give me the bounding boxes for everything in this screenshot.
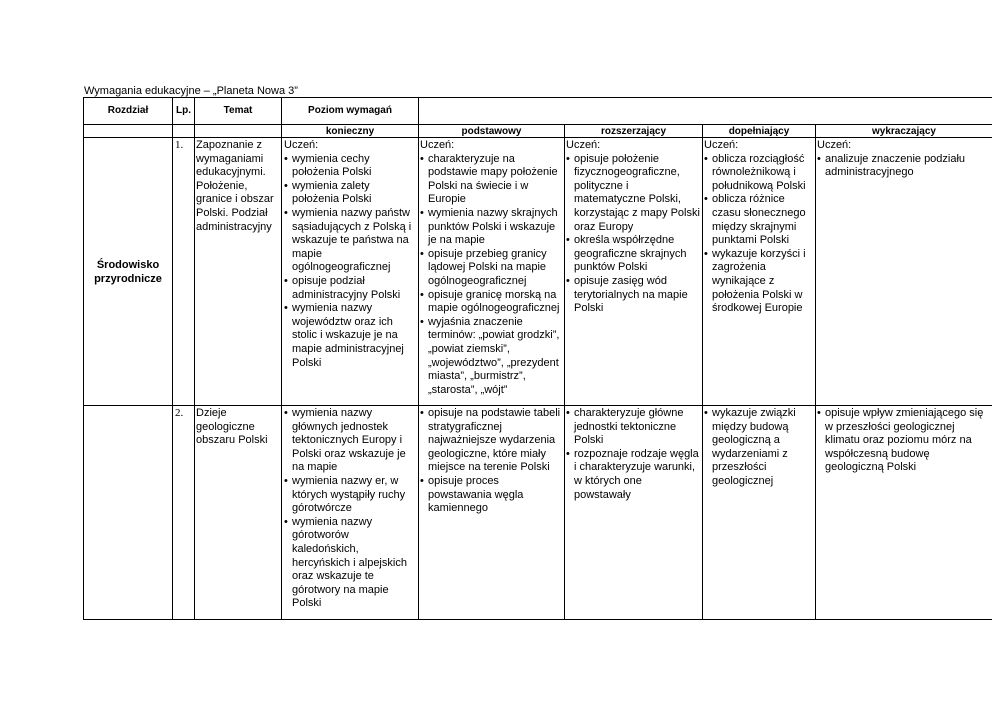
list-item: • oblicza różnice czasu słonecznego między skrajnymi punktami Polski [704, 193, 814, 247]
cell-konieczny [284, 407, 416, 611]
cell-wykraczajacy [817, 407, 991, 475]
cell-rozszerzajacy [566, 407, 700, 502]
list-item: • wyjaśnia znaczenie terminów: „powiat grodzki”, „powiat ziemski”, „województwo”, „prezydent miasta”, „burmistrz”, „starosta”, „wójt” [420, 316, 563, 398]
cell-rozszerzajacy [566, 139, 700, 316]
list-item: • wymienia nazwy skrajnych punktów Polski i wskazuje je na mapie [420, 207, 563, 248]
uczen-label: Uczeń: [420, 139, 455, 151]
list-item: • opisuje proces powstawania węgla kamiennego [420, 475, 563, 516]
cell-podstawowy [420, 139, 563, 397]
cell-wykraczajacy [817, 139, 991, 180]
uczen-label: Uczeń: [284, 139, 319, 151]
list-item: • wykazuje związki między budową geologiczną a wydarzeniami z przeszłości geologicznej [704, 407, 814, 489]
list-item: • oblicza rozciągłość równoleżnikową i południkową Polski [704, 153, 814, 194]
level-dopelniajacy: dopełniający [728, 126, 790, 137]
list-item: • opisuje zasięg wód terytorialnych na mapie Polski [566, 275, 700, 316]
row-temat: Zapoznanie z wymaganiami edukacyjnymi. Położenie, granice i obszar Polski. Podział administracyjny [196, 139, 274, 233]
document-title: Wymagania edukacyjne – „Planeta Nowa 3” [84, 85, 298, 97]
cell-konieczny [284, 139, 416, 370]
list-item: • analizuje znaczenie podziału administracyjnego [817, 153, 991, 180]
cell-dopelniajacy [704, 139, 814, 316]
list-item: • opisuje wpływ zmieniającego się w przeszłości geologicznej klimatu oraz poziomu mórz na współczesną budowę geologiczną Polski [817, 407, 991, 475]
list-item: • opisuje granicę morską na mapie ogólnogeograficznej [420, 289, 563, 316]
list-item: • opisuje przebieg granicy lądowej Polski na mapie ogólnogeograficznej [420, 248, 563, 289]
list-item: • wymienia nazwy er, w których wystąpiły ruchy górotwórcze [284, 475, 416, 516]
list-item: • charakteryzuje na podstawie mapy położenie Polski na świecie i w Europie [420, 153, 563, 207]
list-item: • opisuje podział administracyjny Polski [284, 275, 416, 302]
level-wykraczajacy: wykraczający [872, 126, 936, 137]
list-item: • wykazuje korzyści i zagrożenia wynikające z położenia Polski w środkowej Europie [704, 248, 814, 316]
cell-podstawowy [420, 407, 563, 516]
list-item: • wymienia nazwy głównych jednostek tektonicznych Europy i Polski oraz wskazuje je na mapie [284, 407, 416, 475]
uczen-label: Uczeń: [817, 139, 852, 151]
list-item: • opisuje położenie fizycznogeograficzne, polityczne i matematyczne Polski, korzystając z mapy Polski oraz Europy [566, 153, 700, 235]
list-item: • rozpoznaje rodzaje węgla i charakteryzuje warunki, w których one powstawały [566, 448, 700, 502]
cell-dopelniajacy [704, 407, 814, 489]
list-item: • wymienia nazwy górotworów kaledońskich, hercyńskich i alpejskich oraz wskazuje te górotwory na mapie Polski [284, 516, 416, 611]
list-item: • wymienia cechy położenia Polski [284, 153, 416, 180]
list-item: • charakteryzuje główne jednostki tektoniczne Polski [566, 407, 700, 448]
row-lp: 1. [175, 139, 184, 151]
header-poziom-wymagan: Poziom wymagań [308, 105, 392, 116]
list-item: • określa współrzędne geograficzne skrajnych punktów Polski [566, 234, 700, 275]
list-item: • wymienia nazwy województw oraz ich stolic i wskazuje je na mapie administracyjnej Polski [284, 302, 416, 370]
row-lp: 2. [175, 407, 184, 419]
header-rozdzial: Rozdział [107, 105, 149, 116]
section-name: Środowisko przyrodnicze [94, 259, 162, 285]
row-temat: Dzieje geologiczne obszaru Polski [196, 407, 268, 447]
header-temat: Temat [223, 105, 253, 116]
list-item: • wymienia zalety położenia Polski [284, 180, 416, 207]
level-konieczny: konieczny [325, 126, 375, 137]
list-item: • wymienia nazwy państw sąsiadujących z Polską i wskazuje te państwa na mapie ogólnogeograficznej [284, 207, 416, 275]
level-rozszerzajacy: rozszerzający [600, 126, 667, 137]
list-item: • opisuje na podstawie tabeli stratygraficznej najważniejsze wydarzenia geologiczne, które miały miejsce na terenie Polski [420, 407, 563, 475]
uczen-label: Uczeń: [566, 139, 601, 151]
header-lp: Lp. [176, 105, 191, 116]
level-podstawowy: podstawowy [461, 126, 522, 137]
uczen-label: Uczeń: [704, 139, 739, 151]
